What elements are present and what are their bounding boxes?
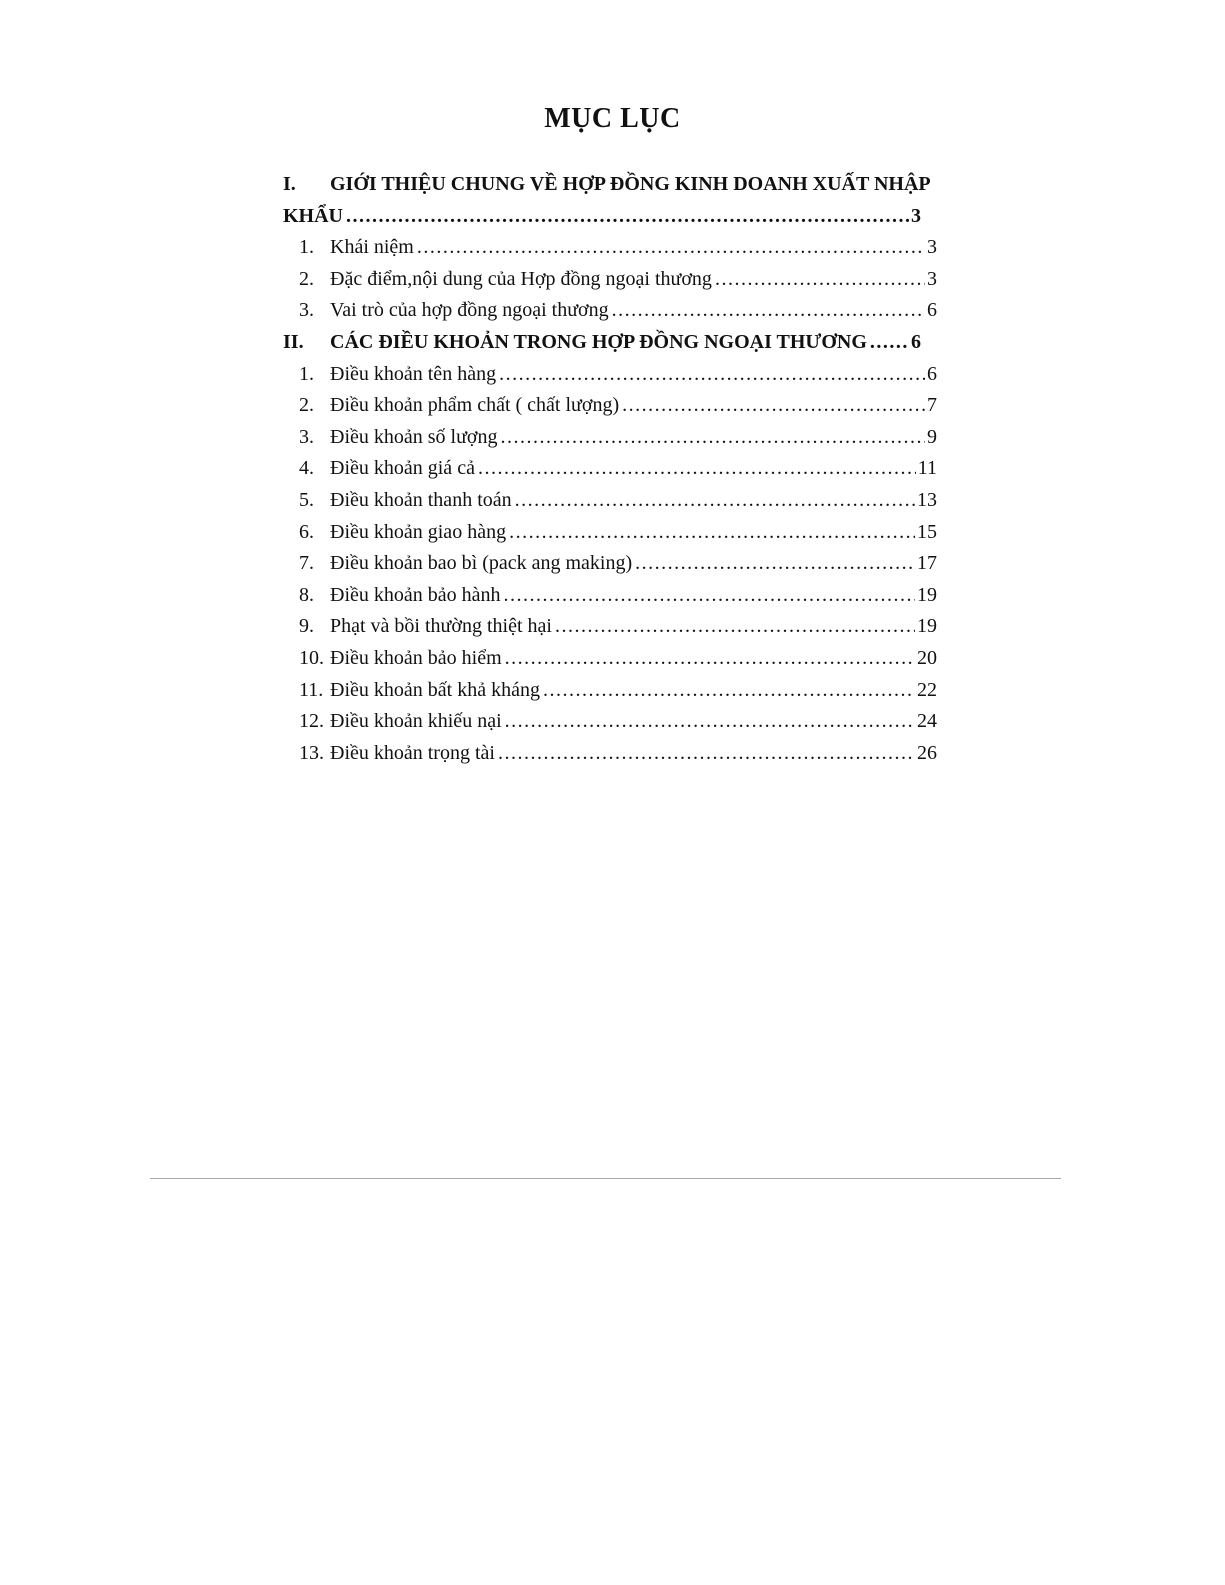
toc-page-number: 19: [917, 615, 937, 638]
toc-item[interactable]: [283, 548, 937, 580]
toc-entry-label: Điều khoản khiếu nại: [330, 710, 502, 733]
table-of-contents: [283, 169, 937, 769]
toc-item[interactable]: [283, 611, 937, 643]
dot-leader: [346, 201, 909, 233]
toc-page-number: 17: [917, 552, 937, 575]
toc-item[interactable]: [283, 295, 937, 327]
toc-page-number: 15: [917, 520, 937, 543]
toc-item-number: 8.: [299, 583, 314, 606]
dot-leader: [499, 359, 925, 391]
toc-entry-label: Điều khoản số lượng: [330, 425, 498, 448]
toc-page-number: 13: [917, 488, 937, 511]
toc-entry-label: GIỚI THIỆU CHUNG VỀ HỢP ĐỒNG KINH DOANH XUẤT NHẬP: [330, 173, 931, 195]
toc-page-number: 26: [917, 741, 937, 764]
toc-item[interactable]: [283, 675, 937, 707]
toc-section-heading-row[interactable]: [283, 327, 921, 359]
toc-section: [283, 327, 937, 769]
toc-item-number: 1.: [299, 362, 314, 385]
dot-leader: [870, 327, 909, 359]
toc-section-numeral: I.: [283, 173, 296, 195]
toc-item[interactable]: [283, 485, 937, 517]
toc-section-numeral: II.: [283, 330, 304, 353]
toc-item-number: 3.: [299, 299, 314, 322]
toc-entry-label: Điều khoản bao bì (pack ang making): [330, 552, 633, 575]
toc-item-number: 4.: [299, 457, 314, 480]
dot-leader: [417, 232, 925, 264]
toc-page-number: 6: [927, 299, 937, 322]
dot-leader: [501, 422, 925, 454]
toc-page-number: 9: [927, 425, 937, 448]
toc-page-number: 24: [917, 710, 937, 733]
toc-item[interactable]: [283, 390, 937, 422]
dot-leader: [505, 643, 915, 675]
dot-leader: [555, 611, 915, 643]
toc-page-number: 11: [917, 457, 937, 480]
toc-item[interactable]: [283, 580, 937, 612]
toc-entry-label: Phạt và bồi thường thiệt hại: [330, 615, 552, 638]
dot-leader: [622, 390, 925, 422]
toc-entry-label: Điều khoản giá cả: [330, 457, 475, 480]
toc-entry-label: Điều khoản thanh toán: [330, 488, 512, 511]
toc-item-number: 5.: [299, 488, 314, 511]
toc-item-number: 11.: [299, 678, 324, 701]
toc-entry-label: Điều khoản bảo hiểm: [330, 646, 502, 669]
toc-entry-label: CÁC ĐIỀU KHOẢN TRONG HỢP ĐỒNG NGOẠI THƯƠNG: [330, 330, 867, 353]
toc-page-number: 3: [927, 236, 937, 259]
dot-leader: [509, 517, 915, 549]
dot-leader: [715, 264, 925, 296]
toc-entry-label: KHẨU: [283, 204, 343, 227]
toc-item[interactable]: [283, 359, 937, 391]
dot-leader: [504, 580, 915, 612]
toc-item-number: 3.: [299, 425, 314, 448]
toc-section-heading-row[interactable]: [283, 169, 931, 201]
toc-page-number: 22: [917, 678, 937, 701]
toc-entry-label: Điều khoản giao hàng: [330, 520, 507, 543]
toc-page-number: 6: [927, 362, 937, 385]
toc-entry-label: Điều khoản bảo hành: [330, 583, 501, 606]
toc-item[interactable]: [283, 643, 937, 675]
toc-item[interactable]: [283, 706, 937, 738]
toc-entry-label: Điều khoản tên hàng: [330, 362, 497, 385]
toc-entry-label: Vai trò của hợp đồng ngoại thương: [330, 299, 609, 322]
toc-item-number: 6.: [299, 520, 314, 543]
toc-page-number: 3: [927, 267, 937, 290]
toc-item-number: 12.: [299, 710, 324, 733]
toc-entry-label: Điều khoản bất khả kháng: [330, 678, 540, 701]
toc-page-number: 7: [927, 394, 937, 417]
dot-leader: [515, 485, 915, 517]
toc-item-number: 2.: [299, 394, 314, 417]
toc-item[interactable]: [283, 264, 937, 296]
toc-item[interactable]: [283, 453, 937, 485]
toc-item-number: 9.: [299, 615, 314, 638]
toc-entry-label: Điều khoản phẩm chất ( chất lượng): [330, 394, 620, 417]
toc-page-number: 20: [917, 646, 937, 669]
toc-item[interactable]: [283, 422, 937, 454]
footer-divider: [150, 1178, 1061, 1179]
toc-item[interactable]: [283, 232, 937, 264]
toc-entry-label: Điều khoản trọng tài: [330, 741, 495, 764]
toc-item-number: 13.: [299, 741, 324, 764]
toc-page-number: 3: [911, 204, 921, 227]
dot-leader: [478, 453, 916, 485]
toc-page-number: 6: [911, 330, 921, 353]
toc-item-number: 1.: [299, 236, 314, 259]
toc-item-number: 2.: [299, 267, 314, 290]
toc-page-number: 19: [917, 583, 937, 606]
dot-leader: [612, 295, 925, 327]
toc-section-heading-row[interactable]: [283, 201, 921, 233]
toc-entry-label: Khái niệm: [330, 236, 414, 259]
dot-leader: [505, 706, 915, 738]
toc-item-number: 10.: [299, 646, 324, 669]
dot-leader: [543, 675, 915, 707]
page-title: MỤC LỤC: [544, 103, 681, 134]
dot-leader: [498, 738, 915, 770]
toc-item-number: 7.: [299, 552, 314, 575]
dot-leader: [635, 548, 915, 580]
toc-section: [283, 169, 937, 327]
toc-item[interactable]: [283, 517, 937, 549]
toc-entry-label: Đặc điểm,nội dung của Hợp đồng ngoại thương: [330, 267, 712, 290]
toc-item[interactable]: [283, 738, 937, 770]
